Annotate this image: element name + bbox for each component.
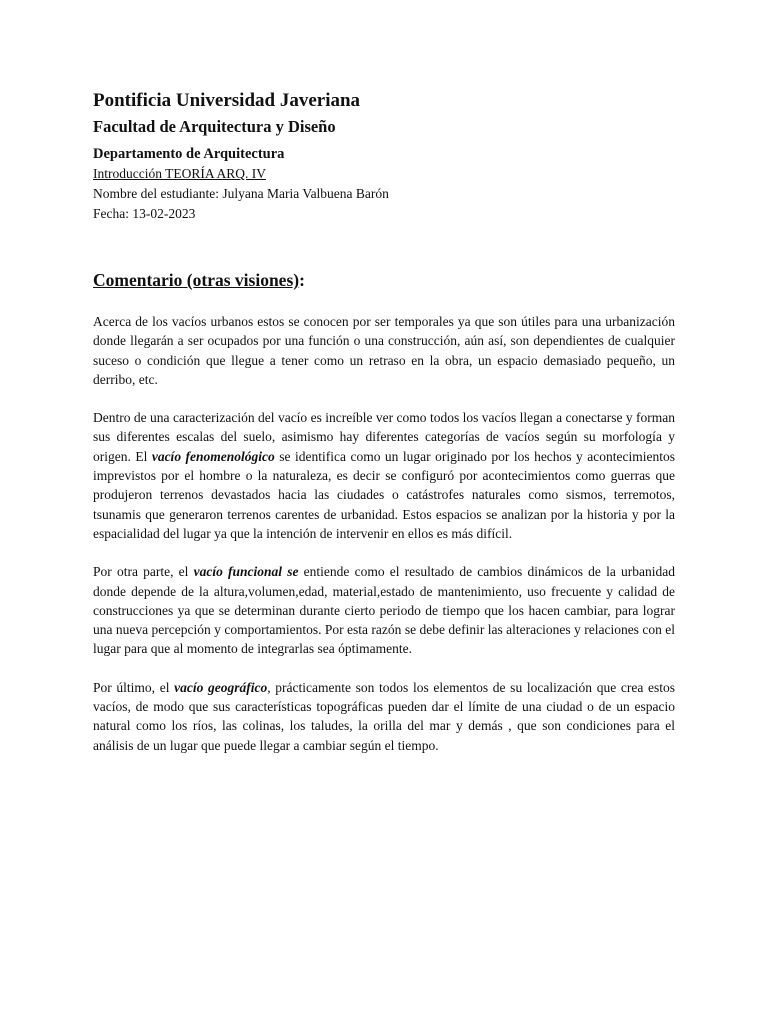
paragraph-1: Acerca de los vacíos urbanos estos se conocen por ser temporales ya que son útiles para una urbanización donde llegarán a ser ocupados por una función o una construcción, aún así, son dependientes de cualquier suceso o condición que llegue a tener como un retraso en la obra, un espacio demasiado pequeño, un derribo, etc. [93, 314, 675, 387]
section-heading-colon: : [299, 270, 305, 290]
paragraph-3 [93, 562, 675, 658]
student-name: Nombre del estudiante: Julyana Maria Valbuena Barón [93, 186, 389, 201]
course-name: Introducción TEORÍA ARQ. IV [93, 166, 266, 181]
term-vacio-fenomenologico: vacío fenomenológico [151, 448, 275, 464]
department-title: Departamento de Arquitectura [93, 146, 285, 162]
paragraph-3-text-b: entiende como el resultado de cambios dinámicos de la urbanidad donde depende de la altura,volumen,edad, material,estado de mantenimiento, uso frecuente y calidad de construcciones ya que se determinan durante cierto periodo de tiempo que los hacen cambiar, para lograr una nueva percepción y comportamientos. Por esta razón se debe definir las alteraciones y relaciones con el lugar para que al momento de integrarlas sea óptimamente. [93, 564, 675, 657]
paragraph-4-text-b: , prácticamente son todos los elementos de su localización que crea estos vacíos, de modo que sus características topográficas pueden dar el límite de una ciudad o de un espacio natural como los ríos, las colinas, los taludes, la orilla del mar y demás , que son condiciones para el análisis de un lugar que puede llegar a cambiar según el tiempo. [93, 679, 676, 753]
paragraph-4 [93, 678, 675, 755]
paragraph-4-text-a: Por último, el [93, 679, 175, 695]
section-heading-text: Comentario (otras visiones) [93, 270, 300, 290]
paragraph-2 [93, 408, 675, 543]
paragraph-3-text-a: Por otra parte, el [93, 564, 194, 580]
term-vacio-geografico: vacío geográfico [174, 679, 268, 695]
term-vacio-funcional: vacío funcional se [193, 564, 299, 580]
section-heading [93, 268, 675, 292]
university-title: Pontificia Universidad Javeriana [93, 90, 361, 111]
faculty-title: Facultad de Arquitectura y Diseño [93, 117, 336, 136]
paragraph-2-text-b: se identifica como un lugar originado por los hechos y acontecimientos imprevistos por el hombre o la naturaleza, es decir se configuró por acontecimientos como guerras que produjeron terrenos devastados hacia las ciudades o catástrofes naturales como sismos, terremotos, tsunamis que generaron terrenos carentes de urbanidad. Estos espacios se analizan por la historia y por la espacialidad del lugar ya que la intención de intervenir en ellos es más difícil. [93, 448, 675, 541]
document-date: Fecha: 13-02-2023 [93, 206, 196, 221]
document-page [93, 88, 675, 755]
paragraph-2-text-a: Dentro de una caracterización del vacío es increíble ver como todos los vacíos llegan a conectarse y forman sus diferentes escalas del suelo, asimismo hay diferentes categorías de vacíos según su morfología y origen. El [93, 410, 675, 464]
